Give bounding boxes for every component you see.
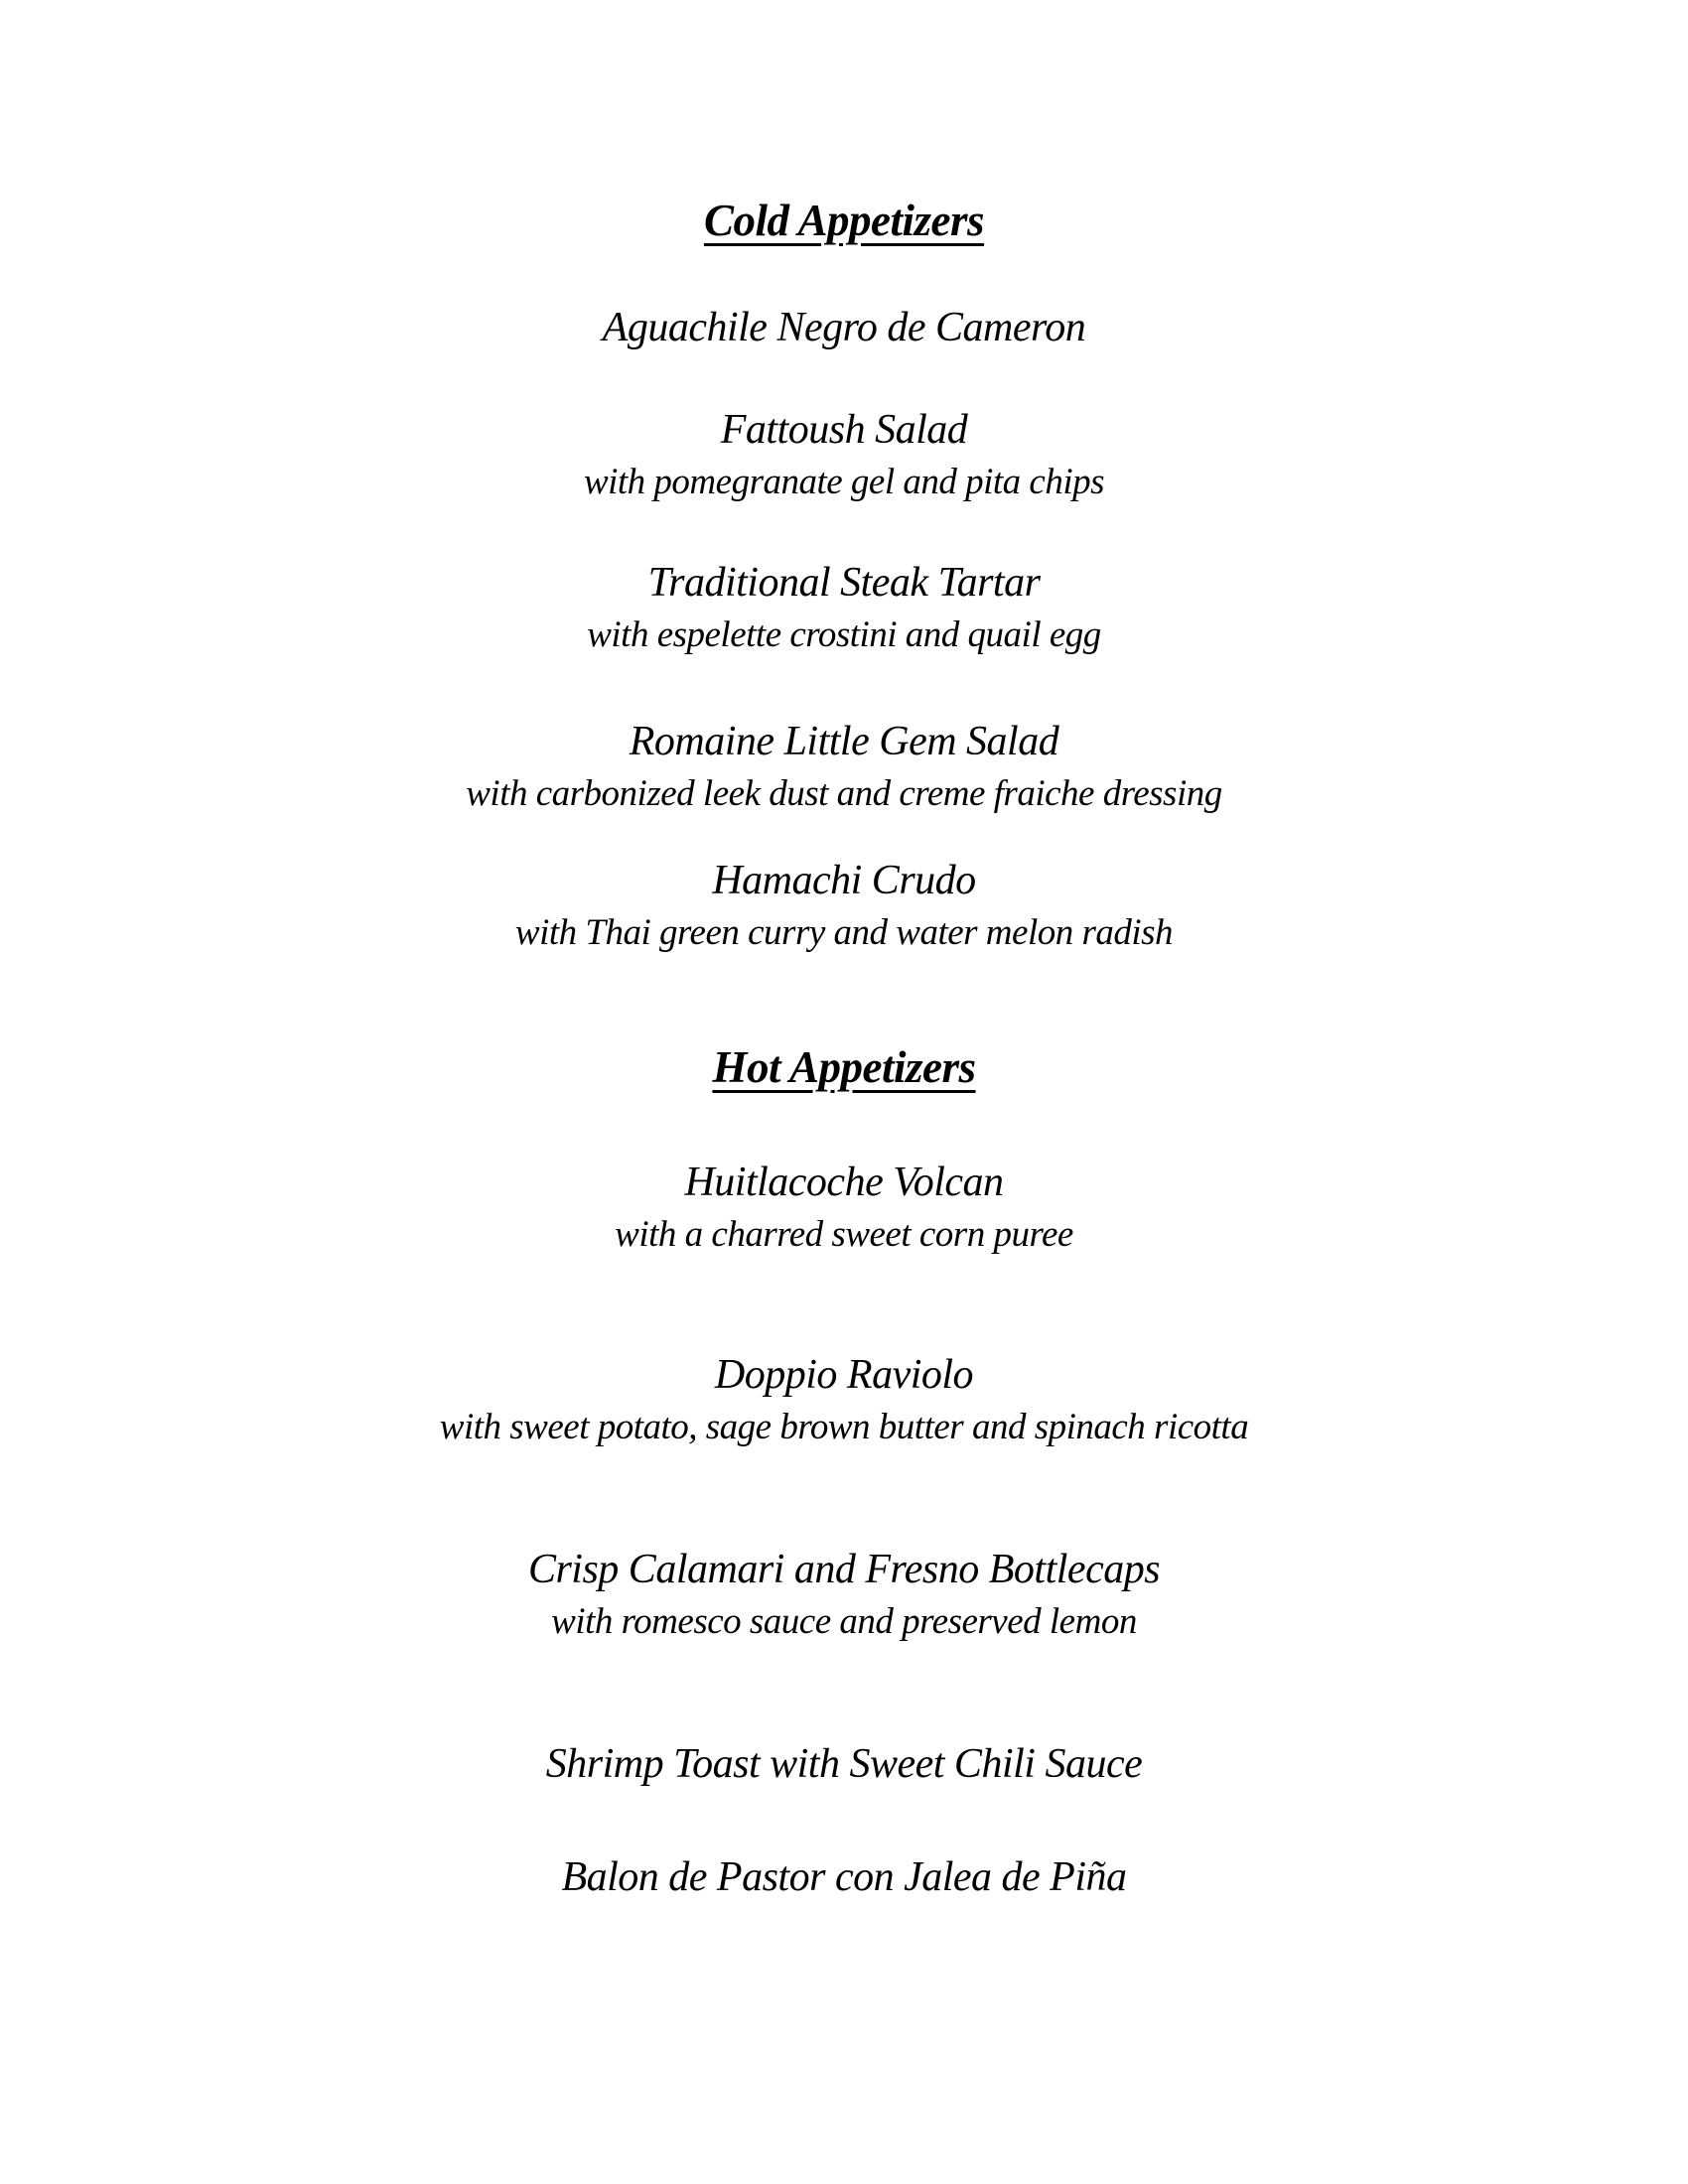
- menu-item-shrimp-toast: [0, 1736, 1688, 1792]
- section-title-text: Hot Appetizers: [712, 1042, 976, 1092]
- dish-description: with romesco sauce and preserved lemon: [551, 1601, 1137, 1642]
- menu-item-doppio-raviolo: [0, 1347, 1688, 1452]
- dish-description: with sweet potato, sage brown butter and spinach ricotta: [439, 1407, 1249, 1447]
- dish-description: with espelette crostini and quail egg: [587, 614, 1101, 655]
- dish-name: Romaine Little Gem Salad: [629, 719, 1059, 764]
- dish-name: Traditional Steak Tartar: [647, 560, 1041, 606]
- menu-item-fattoush-salad: [0, 402, 1688, 507]
- menu-item-steak-tartar: [0, 555, 1688, 660]
- dish-name: Fattoush Salad: [720, 407, 968, 453]
- dish-description: with carbonized leek dust and creme fraiche dressing: [466, 773, 1222, 814]
- dish-name: Shrimp Toast with Sweet Chili Sauce: [545, 1741, 1143, 1787]
- section-title-hot-appetizers: [0, 1037, 1688, 1097]
- dish-name: Hamachi Crudo: [712, 858, 976, 903]
- dish-description: with a charred sweet corn puree: [615, 1214, 1073, 1255]
- menu-item-balon-de-pastor: [0, 1849, 1688, 1905]
- menu-item-crisp-calamari: [0, 1542, 1688, 1647]
- menu-item-hamachi-crudo: [0, 853, 1688, 958]
- menu-item-huitlacoche-volcan: [0, 1155, 1688, 1260]
- dish-name: Huitlacoche Volcan: [684, 1160, 1004, 1205]
- section-title-text: Cold Appetizers: [703, 196, 985, 245]
- dish-description: with pomegranate gel and pita chips: [583, 462, 1105, 502]
- dish-name: Balon de Pastor con Jalea de Piña: [561, 1854, 1127, 1900]
- dish-description: with Thai green curry and water melon radish: [514, 912, 1174, 953]
- menu-item-romaine-salad: [0, 714, 1688, 819]
- menu-item-aguachile: [0, 300, 1688, 355]
- dish-name: Aguachile Negro de Cameron: [602, 305, 1086, 350]
- section-title-cold-appetizers: [0, 191, 1688, 250]
- dish-name: Crisp Calamari and Fresno Bottlecaps: [527, 1547, 1161, 1592]
- dish-name: Doppio Raviolo: [714, 1352, 974, 1398]
